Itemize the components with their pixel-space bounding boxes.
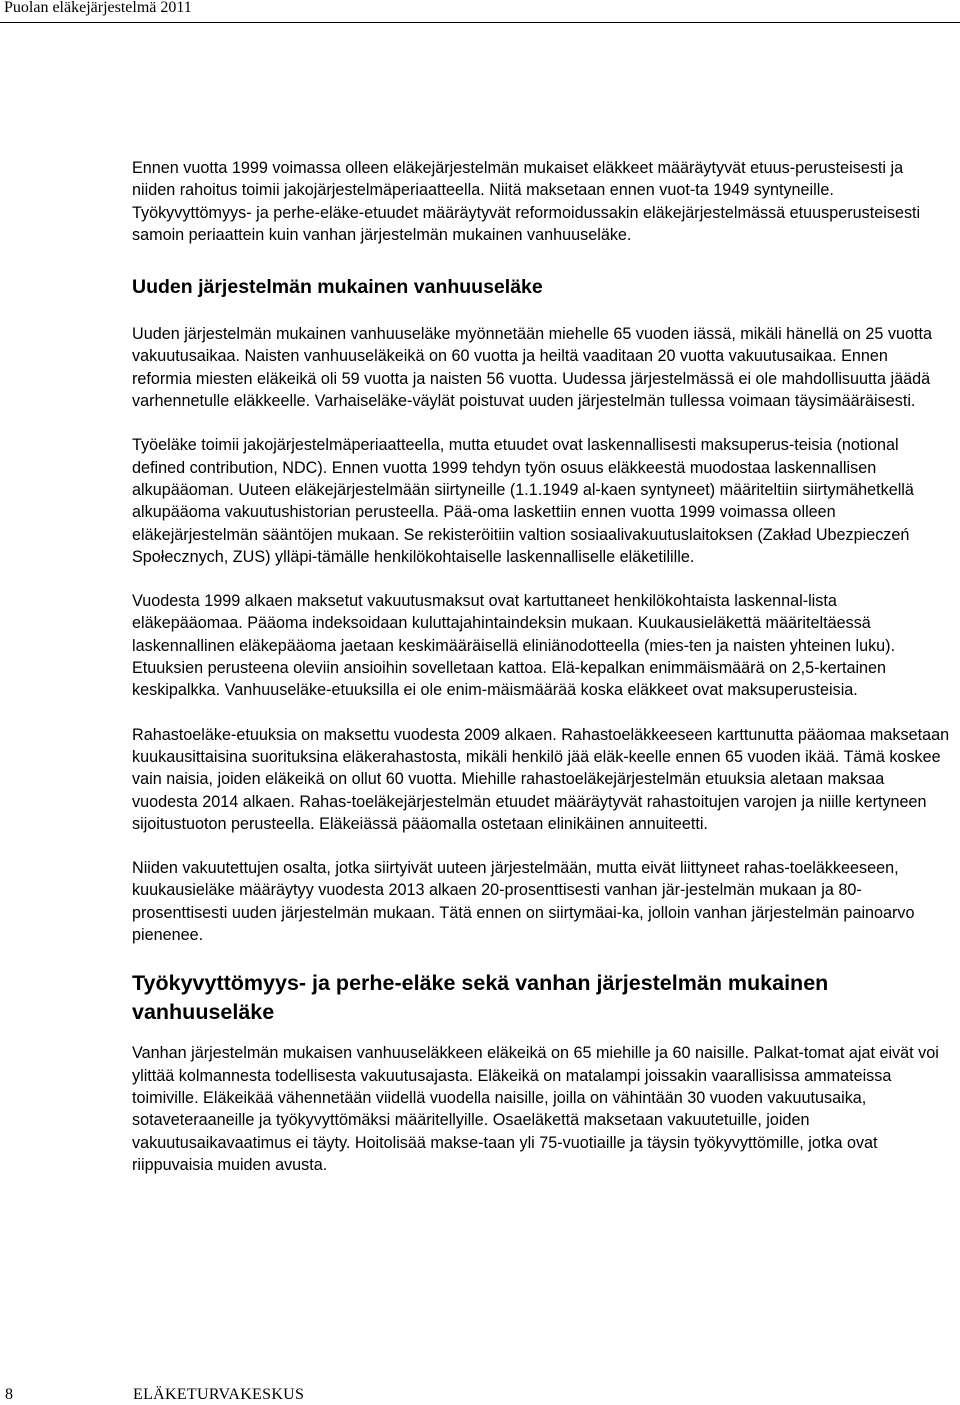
- paragraph-contributions: Vuodesta 1999 alkaen maksetut vakuutusmaksut ovat kartuttaneet henkilökohtaista laskennal-lista eläkepääomaa. Pääoma indeksoidaan kuluttajahintaindeksin mukaan. Kuukausieläkettä määriteltäessä laskennallinen eläkepääoma jaetaan keskimääräisellä eliniänodotteella (mies-ten ja naisten yhteinen luku). Etuuksien perusteena oleviin ansioihin sovelletaan kattoa. Elä-kepalkan enimmäismäärä on 2,5-kertainen keskipalkka. Vanhuuseläke-etuuksilla ei ole enim-mäismäärää koska eläkkeet ovat maksuperusteisia.: [132, 592, 896, 700]
- paragraph-transition: Niiden vakuutettujen osalta, jotka siirtyivät uuteen järjestelmään, mutta eivät liittyneet rahas-toeläkkeeseen, kuukausieläke määräytyy vuodesta 2013 alkaen 20-prosenttisesti vanhan jär-jestelmän mukaan ja 80-prosenttisesti uuden järjestelmän mukaan. Tätä ennen on siirtymäai-ka, jolloin vanhan järjestelmän painoarvo pienenee.: [132, 859, 915, 945]
- page-footer: [0, 1378, 960, 1402]
- page-number: 8: [5, 1386, 13, 1403]
- section-heading-disability-old-system: Työkyvyttömyys- ja perhe-eläke sekä vanhan järjestelmän mukainen vanhuuseläke: [132, 971, 829, 1025]
- paragraph-funded-pension: Rahastoeläke-etuuksia on maksettu vuodesta 2009 alkaen. Rahastoeläkkeeseen karttunutta pääomaa maksetaan kuukausittaisina suorituksina eläkerahastosta, mikäli henkilö jää eläk-keelle ennen 65 vuoden ikää. Tämä koskee vain naisia, joiden eläkeikä on ollut 60 vuotta. Miehille rahastoeläkejärjestelmän etuuksia aletaan maksaa vuodesta 2014 alkaen. Rahas-toeläkejärjestelmän etuudet määräytyvät rahastoitujen varojen ja niille kertyneen sijoitustuoton perusteella. Eläkeiässä pääomalla ostetaan elinikäinen annuiteetti.: [132, 725, 950, 833]
- section-heading-new-system: Uuden järjestelmän mukainen vanhuuseläke: [132, 276, 543, 299]
- paragraph-ndc: Työeläke toimii jakojärjestelmäperiaatteella, mutta etuudet ovat laskennallisesti maksuperus-teisia (notional defined contribution, NDC). Ennen vuotta 1999 tehdyn työn osuus eläkkeestä muodostaa laskennallisen alkupääoman. Uuteen eläkejärjestelmään siirtyneille (1.1.1949 al-kaen syntyneet) määriteltiin siirtymähetkellä alkupääoma vakuutushistorian perusteella. Pää-oma laskettiin ennen vuotta 1999 voimassa olleen eläkejärjestelmän sääntöjen mukaan. Se rekisteröitiin valtion sosiaalivakuutuslaitoksen (Zakład Ubezpieczeń Społecznych, ZUS) ylläpi-tämälle henkilökohtaiselle laskennalliselle eläketilille.: [132, 436, 914, 566]
- paragraph-retirement-age: Uuden järjestelmän mukainen vanhuuseläke myönnetään miehelle 65 vuoden iässä, mikäli hänellä on 25 vuotta vakuutusaikaa. Naisten vanhuuseläkeikä on 60 vuotta ja heiltä vaaditaan 20 vuotta vakuutusaikaa. Ennen reformia miesten eläkeikä oli 59 vuotta ja naisten 56 vuotta. Uudessa järjestelmässä ei ole mahdollisuutta jäädä varhennetulle eläkkeelle. Varhaiseläke-väylät poistuvat uuden järjestelmän tullessa voimaan täysimääräisesti.: [132, 325, 932, 411]
- paragraph-old-system: Vanhan järjestelmän mukaisen vanhuuseläkkeen eläkeikä on 65 miehille ja 60 naisille. Palkat-tomat ajat eivät voi ylittää kolmannesta todellisesta vakuutusajasta. Eläkeikä on matalampi joissakin vaarallisissa ammateissa toimiville. Eläkeikää vähennetään viidellä vuodella naisille, joilla on vähintään 30 vuoden vakuutusaika, sotaveteraaneille ja työkyvyttömäksi määritellyille. Osaeläkettä maksetaan vakuutetuille, joiden vakuutusaikavaatimus ei täyty. Hoitolisää makse-taan yli 75-vuotiaille ja täysin työkyvyttömille, jotka ovat riippuvaisia muiden avusta.: [132, 1044, 939, 1174]
- publisher-name: ELÄKETURVAKESKUS: [133, 1386, 305, 1403]
- intro-paragraph: Ennen vuotta 1999 voimassa olleen eläkejärjestelmän mukaiset eläkkeet määräytyvät etuus-perusteisesti ja niiden rahoitus toimii jakojärjestelmäperiaatteella. Niitä maksetaan ennen vuot-ta 1949 syntyneille. Työkyvyttömyys- ja perhe-eläke-etuudet määräytyvät reformoidussakin eläkejärjestelmässä etuusperusteisesti samoin periaattein kuin vanhan järjestelmän mukainen vanhuuseläke.: [132, 159, 921, 244]
- running-header-title: Puolan eläkejärjestelmä 2011: [4, 0, 192, 16]
- document-body: [132, 157, 950, 1176]
- page-header: [0, 0, 960, 23]
